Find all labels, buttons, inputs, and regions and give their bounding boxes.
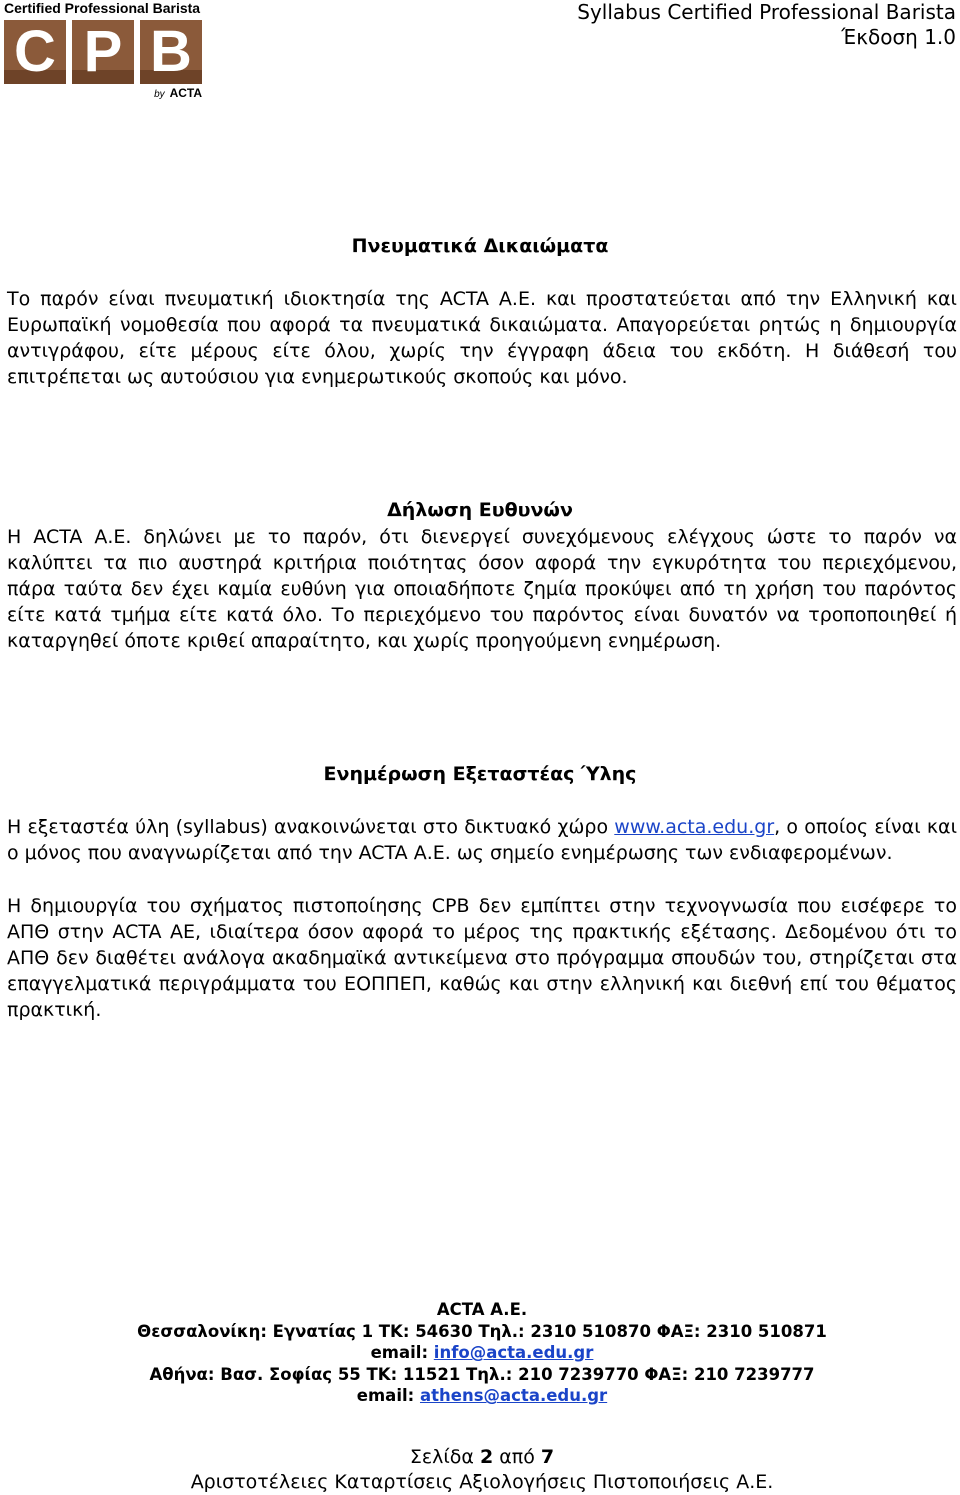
copyright-heading: Πνευματικά Δικαιώματα xyxy=(351,235,609,257)
footer-company: ACTA A.E. xyxy=(436,1300,528,1319)
cpb-logo xyxy=(4,0,204,104)
info-email-link[interactable]: info@acta.edu.gr xyxy=(433,1343,594,1363)
footer-email-line-1 xyxy=(0,1342,960,1364)
footer-athens: Αθήνα: Βασ. Σοφίας 55 ΤΚ: 11521 Τηλ.: 210 7239770 ΦΑΞ: 210 7239777 xyxy=(149,1364,815,1384)
footer-email-line-2 xyxy=(0,1385,960,1407)
document-header xyxy=(577,0,956,50)
logo-letter-b: B xyxy=(140,20,202,84)
page-number xyxy=(0,1445,960,1470)
footer-thessaloniki: Θεσσαλονίκη: Εγνατίας 1 ΤΚ: 54630 Τηλ.: 2310 510870 ΦΑΞ: 2310 510871 xyxy=(137,1321,827,1341)
page-total: 7 xyxy=(540,1446,555,1468)
logo-by-acta xyxy=(154,86,202,102)
syllabus-update-paragraph xyxy=(7,814,957,866)
page-current: 2 xyxy=(480,1446,494,1468)
email-label: email: xyxy=(370,1343,434,1363)
logo-letter-c: C xyxy=(4,20,66,84)
syllabus-text-start: Η εξεταστέα ύλη (syllabus) ανακοινώνεται στο δικτυακό χώρο xyxy=(7,816,615,838)
logo-by-word: by xyxy=(154,89,165,100)
syllabus-update-heading: Ενημέρωση Εξεταστέας Ύλης xyxy=(323,763,637,785)
syllabus-text-end: , ο οποίος είναι και ο μόνος που αναγνωρίζεται από την ACTA Α.Ε. ως σημείο ενημέρωσης των ενδιαφερομένων. xyxy=(7,816,957,864)
copyright-paragraph: Το παρόν είναι πνευματική ιδιοκτησία της ACTA Α.Ε. και προστατεύεται από την Ελληνική και Ευρωπαϊκή νομοθεσία που αφορά τα πνευματικά δικαιώματα. Απαγορεύεται ρητώς η δημιουργία αντιγράφου, είτε μέρους είτε όλου, χωρίς την έγγραφη άδεια του εκδότη. Η διάθεσή του επιτρέπεται ως αυτούσιου για ενημερωτικούς σκοπούς και μόνο. xyxy=(7,288,957,388)
logo-letters xyxy=(4,20,202,84)
document-title: Syllabus Certified Professional Barista xyxy=(577,0,956,24)
logo-brand: ACTA xyxy=(169,86,202,100)
acta-website-link[interactable]: www.acta.edu.gr xyxy=(614,816,775,838)
footer-contacts xyxy=(0,1299,960,1407)
footer-tagline: Αριστοτέλειες Καταρτίσεις Αξιολογήσεις Πιστοποιήσεις Α.Ε. xyxy=(190,1471,774,1493)
page-label: Σελίδα xyxy=(409,1446,480,1468)
email-label: email: xyxy=(356,1386,420,1406)
page-of: από xyxy=(493,1446,541,1468)
disclaimer-paragraph: Η ACTA Α.Ε. δηλώνει με το παρόν, ότι διενεργεί συνεχόμενους ελέγχους ώστε το παρόν να καλύπτει τα πιο αυστηρά κριτήρια ποιότητας όσον αφορά την εγκυρότητα του περιεχόμενου, πάρα ταύτα δεν έχει καμία ευθύνη για οποιαδήποτε ζημία προκύψει από τη χρήση του παρόντος είτε κατά τμήμα είτε κατά όλο. Το περιεχόμενο του παρόντος είναι δυνατόν να τροποποιηθεί ή καταργηθεί όποτε κριθεί απαραίτητο, και χωρίς προηγούμενη ενημέρωση. xyxy=(7,526,957,652)
logo-letter-p: P xyxy=(72,20,134,84)
disclaimer-heading: Δήλωση Ευθυνών xyxy=(387,499,573,521)
athens-email-link[interactable]: athens@acta.edu.gr xyxy=(419,1386,608,1406)
logo-caption: Certified Professional Barista xyxy=(4,0,201,16)
document-version: Έκδοση 1.0 xyxy=(841,25,956,49)
cpb-scheme-paragraph: Η δημιουργία του σχήματος πιστοποίησης CPB δεν εμπίπτει στην τεχνογνωσία που εισέφερε το ΑΠΘ στην ACTA ΑΕ, ιδιαίτερα όσον αφορά το μέρος της πρακτικής εξέτασης. Δεδομένου ότι το ΑΠΘ δεν διαθέτει ανάλογα ακαδημαϊκά αντικείμενα στο πρόγραμμα σπουδών του, στηρίζεται στα επαγγελματικά περιγράμματα του ΕΟΠΠΕΠ, καθώς και στην ελληνική και διεθνή επί του θέματος πρακτική. xyxy=(7,895,957,1021)
